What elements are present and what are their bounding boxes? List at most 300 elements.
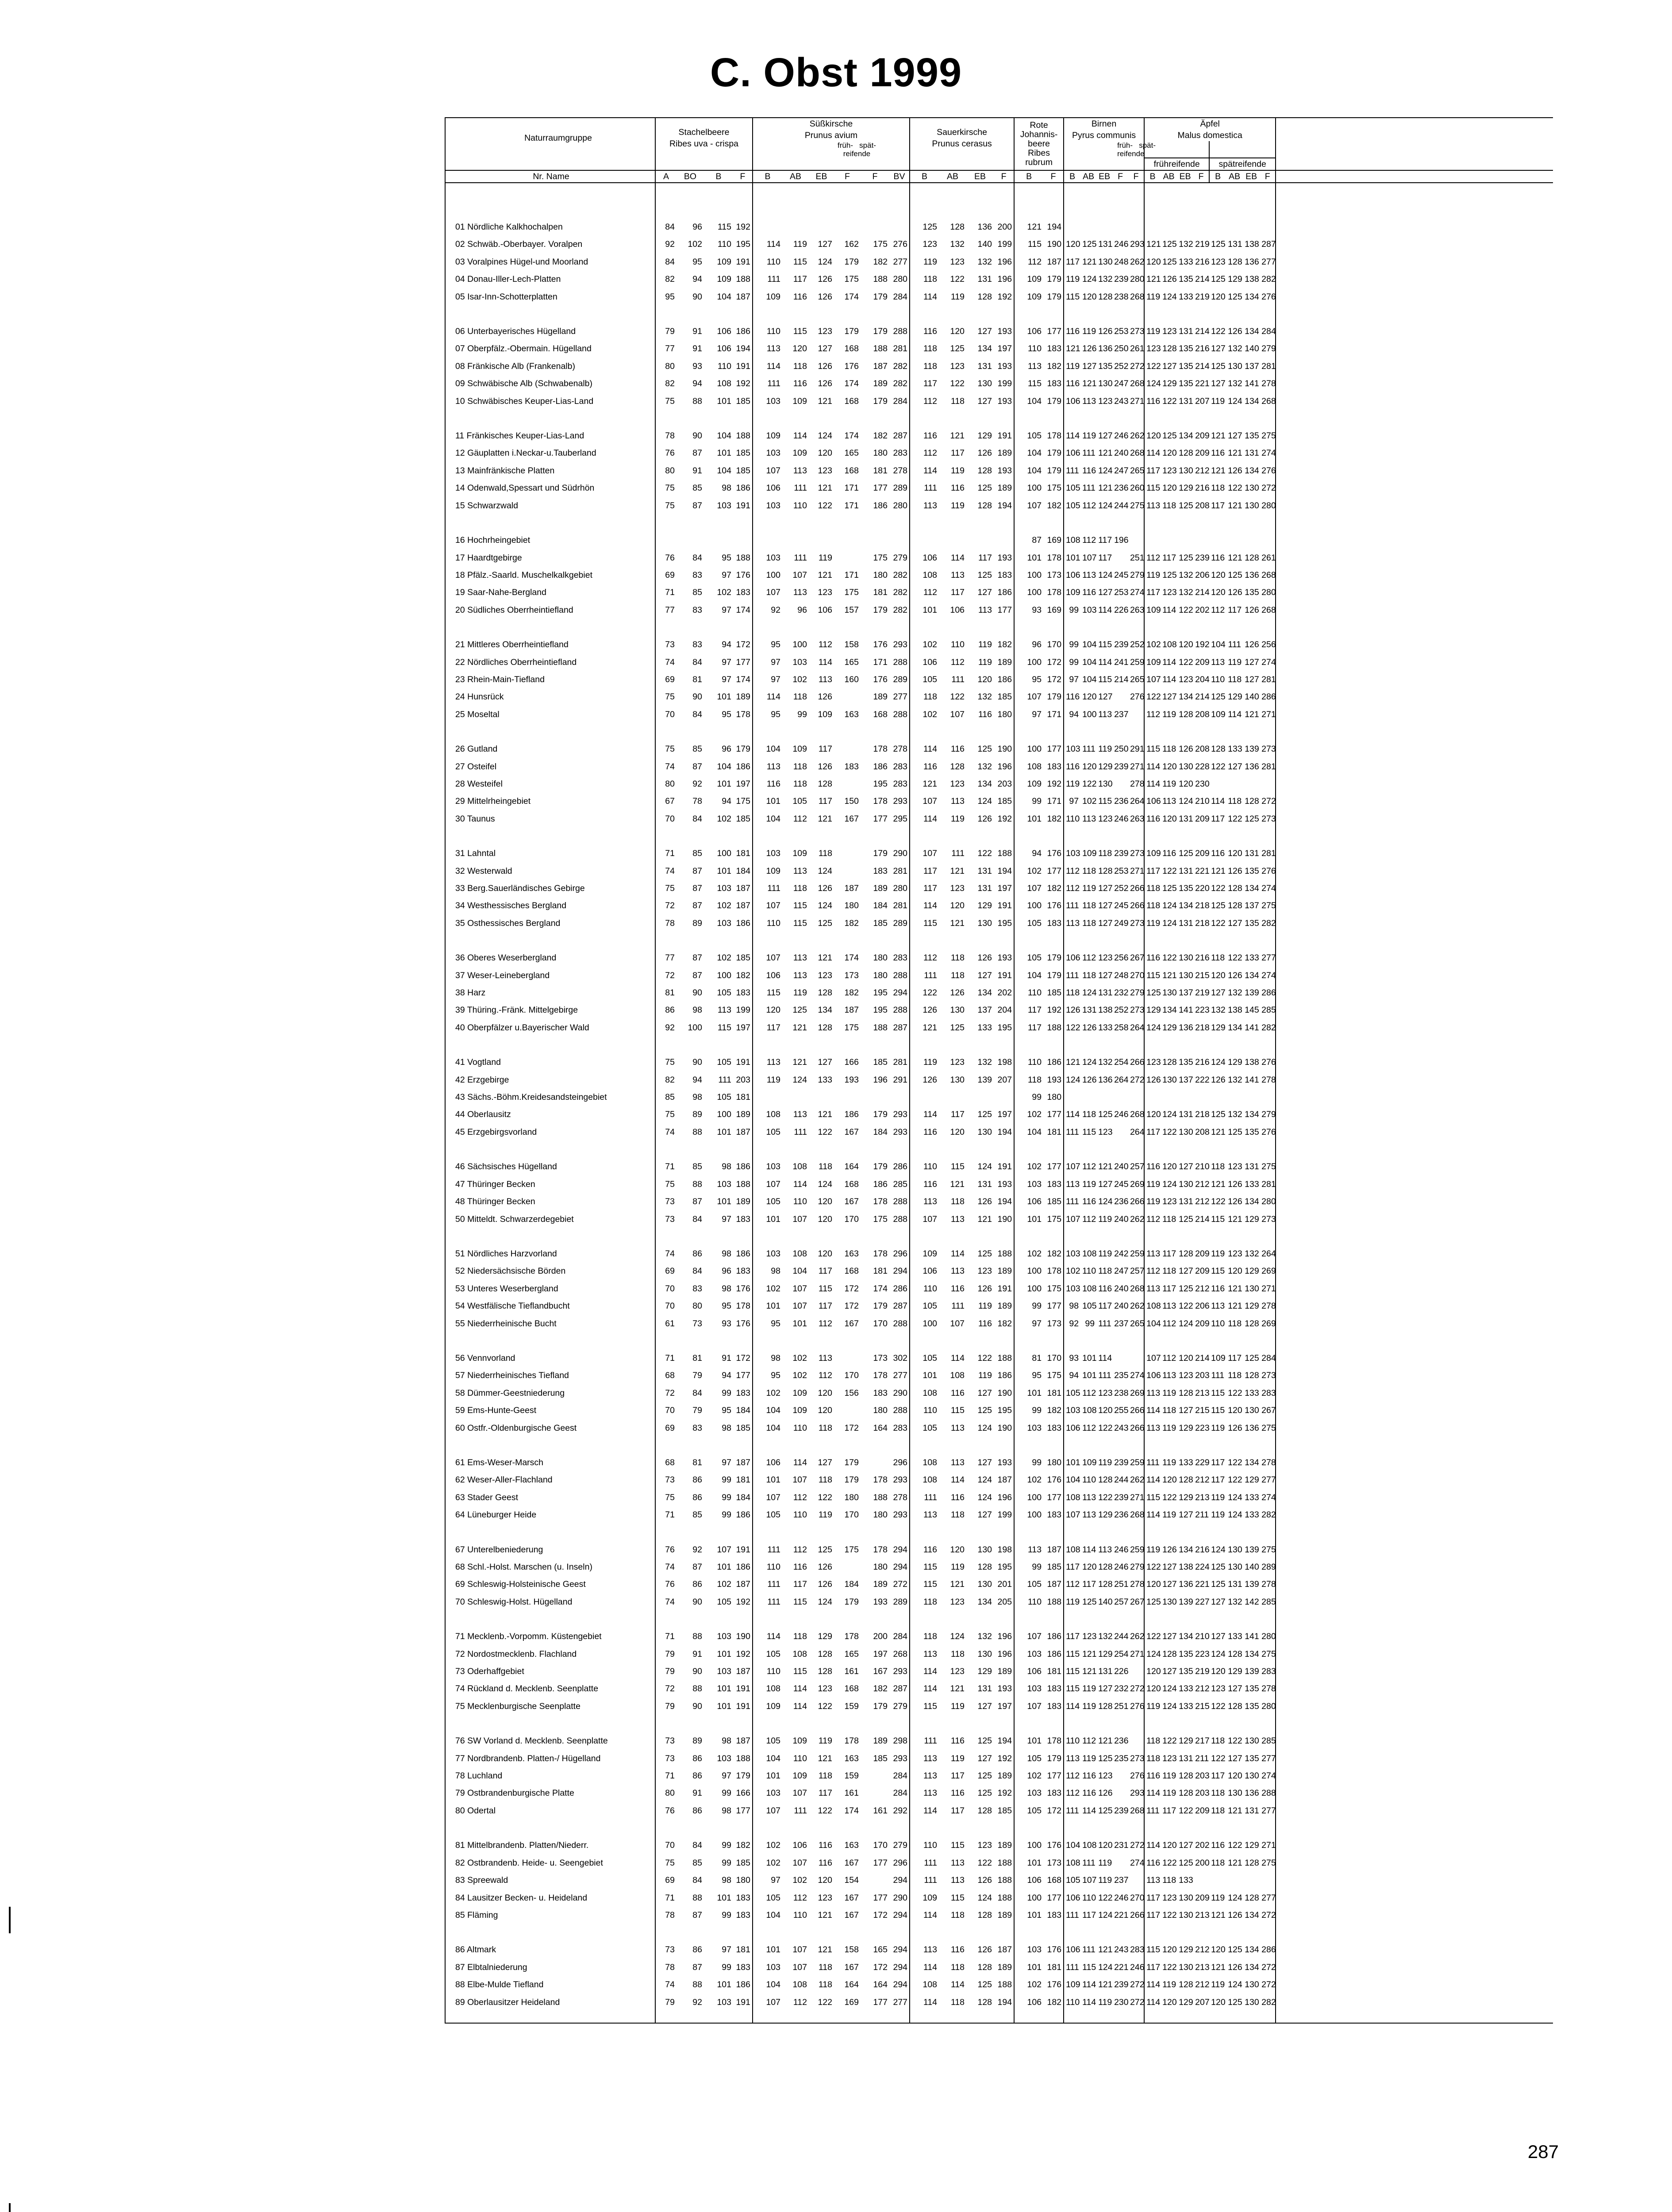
value-cell: 99 (1032, 1406, 1042, 1416)
value-cell: 124 (1082, 988, 1097, 998)
value-cell: 281 (1260, 845, 1276, 862)
value-cell: 176 (733, 567, 753, 584)
value-cell: 133 (1245, 1388, 1259, 1398)
value-cell: 177 (1043, 323, 1064, 340)
value-cell: 108 (1066, 535, 1080, 545)
value-cell: 113 (923, 1788, 938, 1798)
value-cell: 101 (717, 448, 731, 458)
value-cell: 176 (1043, 897, 1064, 914)
value-cell: 276 (1128, 1698, 1144, 1715)
value-cell: 112 (1082, 535, 1096, 545)
value-cell: 78 (665, 1962, 675, 1972)
value-cell: 112 (793, 1544, 807, 1555)
value-cell: 124 (977, 1423, 992, 1433)
value-cell: 274 (1260, 445, 1276, 462)
value-cell: 105 (1066, 1388, 1080, 1398)
value-cell: 186 (733, 915, 753, 932)
value-cell: 114 (766, 361, 780, 371)
value-cell: 105 (922, 1353, 938, 1363)
value-cell: 284 (889, 288, 910, 306)
value-cell: 100 (1027, 1492, 1042, 1502)
value-cell: 121 (818, 1945, 832, 1955)
value-cell: 179 (873, 1701, 888, 1711)
value-cell: 115 (1098, 674, 1112, 684)
value-cell: 111 (767, 883, 780, 893)
region-name: 81 Mittelbrandenb. Platten/Niederr. (445, 1837, 655, 1854)
value-cell: 106 (1066, 448, 1080, 458)
value-cell: 167 (873, 1667, 888, 1677)
value-cell: 108 (1066, 1544, 1080, 1555)
value-cell: 288 (889, 1402, 910, 1419)
value-cell: 188 (994, 1245, 1014, 1263)
value-cell: 191 (733, 497, 753, 515)
value-cell: 118 (1066, 988, 1080, 998)
value-cell: 128 (1228, 1701, 1242, 1711)
value-cell: 137 (1179, 988, 1193, 998)
value-cell: 116 (1082, 588, 1096, 598)
value-cell: 133 (1228, 744, 1242, 754)
value-cell: 221 (1195, 379, 1210, 389)
value-cell: 283 (1128, 1941, 1144, 1959)
col-header-sa: F (994, 170, 1014, 183)
value-cell: 109 (792, 1406, 807, 1416)
value-cell: 189 (873, 1579, 888, 1590)
value-cell: 110 (923, 1162, 938, 1172)
value-cell: 109 (1146, 849, 1161, 859)
region-name: 28 Westeifel (445, 776, 655, 793)
table-row (445, 1994, 1553, 2011)
col-header-af: F (1193, 170, 1209, 183)
value-cell: 186 (733, 323, 753, 340)
value-cell: 117 (1146, 588, 1161, 598)
value-cell: 119 (950, 465, 965, 476)
value-cell: 116 (1146, 953, 1161, 963)
value-cell: 231 (1114, 1840, 1129, 1851)
value-cell: 126 (1228, 1179, 1242, 1189)
value-cell: 119 (1211, 1980, 1225, 1990)
col-header-sk: EB (815, 172, 827, 181)
value-cell: 120 (1179, 779, 1193, 789)
value-cell: 112 (1027, 257, 1042, 267)
value-cell: 191 (733, 1698, 753, 1715)
value-cell: 70 (665, 1301, 675, 1311)
value-cell: 118 (1098, 849, 1112, 859)
value-cell: 277 (889, 688, 910, 706)
value-cell: 108 (1082, 1248, 1097, 1259)
value-cell: 116 (1082, 1788, 1096, 1798)
value-cell: 106 (922, 1266, 938, 1276)
value-cell: 95 (771, 1318, 780, 1329)
value-cell: 121 (818, 570, 832, 580)
value-cell: 266 (1128, 1402, 1144, 1419)
value-cell: 271 (1260, 706, 1276, 723)
value-cell (1209, 1089, 1226, 1106)
value-cell: 119 (1228, 657, 1242, 667)
region-name: 06 Unterbayerisches Hügelland (445, 323, 655, 340)
value-cell (1112, 1855, 1128, 1872)
table-row (445, 688, 1553, 706)
value-cell: 203 (733, 1071, 753, 1089)
value-cell: 120 (1082, 692, 1097, 702)
value-cell: 112 (923, 448, 938, 458)
value-cell: 79 (665, 1649, 675, 1659)
value-cell: 121 (950, 918, 965, 928)
value-cell: 127 (818, 1057, 832, 1068)
value-cell: 76 (665, 1544, 675, 1555)
value-cell: 125 (977, 1771, 992, 1781)
value-cell: 172 (1043, 671, 1064, 688)
value-cell: 111 (1146, 1457, 1160, 1467)
value-cell: 132 (1179, 239, 1193, 250)
value-cell: 96 (722, 744, 731, 754)
value-cell: 199 (733, 1002, 753, 1019)
value-cell: 280 (1260, 584, 1276, 601)
value-cell: 183 (1043, 1506, 1064, 1524)
value-cell: 209 (1195, 814, 1210, 824)
value-cell: 284 (1260, 1350, 1276, 1367)
value-cell: 114 (1082, 1997, 1096, 2007)
value-cell: 125 (1179, 849, 1193, 859)
value-cell: 107 (1066, 1510, 1080, 1520)
value-cell: 128 (1098, 866, 1113, 876)
region-name: 59 Ems-Hunte-Geest (445, 1402, 655, 1419)
value-cell: 106 (792, 1840, 807, 1851)
value-cell: 267 (1128, 1594, 1144, 1611)
value-cell: 113 (950, 1266, 965, 1276)
value-cell (1226, 219, 1243, 236)
value-cell: 119 (978, 1301, 992, 1311)
value-cell: 135 (1245, 918, 1259, 928)
table-row (445, 1802, 1553, 1820)
value-cell: 131 (977, 274, 992, 284)
table-row (445, 1211, 1553, 1228)
value-cell: 133 (1179, 257, 1193, 267)
value-cell: 191 (733, 1541, 753, 1559)
value-cell: 256 (1260, 636, 1276, 653)
value-cell: 248 (1114, 257, 1129, 267)
value-cell: 128 (1245, 553, 1259, 563)
value-cell: 124 (1179, 1318, 1193, 1329)
value-cell: 268 (1128, 1506, 1144, 1524)
value-cell: 169 (844, 1997, 859, 2007)
value-cell: 124 (792, 1075, 807, 1085)
region-name: 09 Schwäbische Alb (Schwabenalb) (445, 375, 655, 392)
value-cell: 75 (665, 483, 675, 493)
value-cell: 112 (818, 640, 832, 650)
value-cell: 237 (1114, 1875, 1129, 1886)
value-cell: 145 (1245, 1005, 1259, 1015)
value-cell: 243 (1114, 396, 1129, 406)
value-cell: 100 (766, 570, 780, 580)
value-cell: 130 (1245, 1980, 1259, 1990)
value-cell: 112 (950, 657, 965, 667)
value-cell: 75 (665, 1492, 675, 1502)
value-cell: 128 (1228, 257, 1242, 267)
value-cell: 125 (977, 1406, 992, 1416)
value-cell: 127 (1098, 1179, 1113, 1189)
region-name: 07 Oberpfälz.-Obermain. Hügelland (445, 340, 655, 357)
value-cell: 272 (1260, 793, 1276, 810)
value-cell: 74 (665, 1980, 675, 1990)
value-cell: 115 (1066, 292, 1080, 302)
value-cell: 250 (1114, 744, 1129, 754)
value-cell: 113 (1146, 1248, 1161, 1259)
value-cell: 115 (793, 257, 807, 267)
value-cell: 183 (1043, 1420, 1064, 1437)
value-cell: 293 (889, 1506, 910, 1524)
value-cell: 110 (1211, 1318, 1225, 1329)
value-cell: 159 (844, 1771, 859, 1781)
value-cell: 103 (1066, 1248, 1080, 1259)
value-cell: 121 (1066, 1057, 1080, 1068)
value-cell: 130 (950, 1005, 965, 1015)
value-cell: 111 (924, 1875, 938, 1886)
value-cell: 197 (994, 880, 1014, 897)
value-cell: 178 (873, 744, 888, 754)
value-cell: 115 (1146, 1945, 1161, 1955)
value-cell: 114 (1146, 1997, 1161, 2007)
value-cell: 112 (1082, 500, 1096, 511)
value-cell: 132 (1211, 1005, 1226, 1015)
value-cell (1243, 1872, 1260, 1889)
value-cell: 178 (1043, 1732, 1064, 1750)
value-cell: 88 (692, 1179, 702, 1189)
value-cell: 120 (1211, 292, 1226, 302)
value-cell: 102 (1146, 640, 1161, 650)
value-cell: 123 (818, 588, 832, 598)
value-cell: 116 (923, 1127, 938, 1137)
value-cell: 186 (733, 1506, 753, 1524)
value-cell: 277 (1260, 1471, 1276, 1489)
value-cell: 220 (1195, 883, 1210, 893)
value-cell: 280 (1128, 271, 1144, 288)
value-cell: 98 (771, 1353, 780, 1363)
value-cell: 73 (665, 1214, 675, 1224)
value-cell: 94 (692, 379, 702, 389)
value-cell: 182 (1043, 497, 1064, 515)
value-cell: 100 (688, 1022, 702, 1033)
value-cell (1096, 219, 1112, 236)
value-cell: 200 (873, 1632, 888, 1642)
value-cell: 193 (994, 462, 1014, 480)
value-cell: 201 (994, 1576, 1014, 1593)
value-cell: 129 (1228, 274, 1242, 284)
value-cell: 125 (1211, 1579, 1226, 1590)
value-cell: 84 (692, 657, 702, 667)
value-cell: 98 (722, 483, 731, 493)
value-cell: 187 (733, 1732, 753, 1750)
value-cell: 135 (1179, 379, 1193, 389)
value-cell: 114 (950, 553, 965, 563)
value-cell: 167 (844, 1318, 859, 1329)
value-cell: 117 (950, 1110, 965, 1120)
value-cell: 118 (1146, 1753, 1161, 1763)
value-cell: 135 (1245, 1701, 1259, 1711)
value-cell: 104 (1082, 674, 1097, 684)
value-cell: 266 (1128, 1420, 1144, 1437)
value-cell: 114 (1228, 709, 1242, 719)
value-cell: 186 (733, 1158, 753, 1175)
value-cell: 245 (1114, 570, 1129, 580)
value-cell: 125 (977, 1736, 992, 1746)
value-cell: 101 (717, 779, 731, 789)
value-cell: 102 (766, 1283, 780, 1294)
value-cell: 107 (1066, 1214, 1080, 1224)
value-cell: 126 (1228, 588, 1242, 598)
value-cell (1112, 1767, 1128, 1785)
value-cell: 126 (818, 692, 832, 702)
value-cell: 185 (1043, 1559, 1064, 1576)
value-cell: 276 (1128, 688, 1144, 706)
value-cell: 261 (1128, 340, 1144, 357)
value-cell: 81 (692, 674, 702, 684)
value-cell: 112 (923, 953, 938, 963)
value-cell: 293 (889, 793, 910, 810)
table-row (445, 1837, 1553, 1854)
value-cell: 132 (977, 1057, 992, 1068)
value-cell: 127 (1098, 970, 1113, 980)
value-cell: 127 (1179, 1510, 1193, 1520)
value-cell: 210 (1195, 1162, 1210, 1172)
table-row (445, 1750, 1553, 1767)
value-cell: 85 (692, 849, 702, 859)
region-name: 67 Unterelbeniederung (445, 1541, 655, 1559)
value-cell: 288 (1260, 1785, 1276, 1802)
value-cell: 74 (665, 1127, 675, 1137)
value-cell: 133 (1245, 1179, 1259, 1189)
value-cell: 112 (923, 588, 938, 598)
value-cell: 196 (994, 758, 1014, 776)
value-cell: 157 (844, 605, 859, 615)
value-cell: 191 (733, 253, 753, 271)
value-cell: 215 (1195, 1406, 1210, 1416)
value-cell: 187 (733, 1576, 753, 1593)
value-cell: 272 (889, 1576, 910, 1593)
value-cell: 110 (923, 1406, 938, 1416)
value-cell: 117 (923, 866, 938, 876)
value-cell: 252 (1114, 361, 1129, 371)
value-cell: 131 (1098, 988, 1113, 998)
value-cell: 107 (792, 1214, 807, 1224)
value-cell: 171 (844, 483, 859, 493)
value-cell: 121 (1228, 1805, 1242, 1816)
value-cell: 127 (1211, 1597, 1226, 1607)
value-cell: 131 (1228, 1579, 1242, 1590)
value-cell: 128 (1098, 1475, 1113, 1485)
value-cell: 109 (792, 849, 807, 859)
value-cell: 121 (1211, 1127, 1226, 1137)
table-row (445, 1889, 1553, 1907)
value-cell: 219 (1195, 988, 1210, 998)
region-name: 34 Westhessisches Bergland (445, 897, 655, 914)
value-cell: 130 (1179, 970, 1193, 980)
value-cell: 109 (922, 1893, 938, 1903)
value-cell: 129 (1098, 1510, 1113, 1520)
table-row (445, 1420, 1553, 1437)
value-cell: 105 (922, 1423, 938, 1433)
value-cell: 215 (1195, 970, 1210, 980)
value-cell: 125 (1211, 274, 1226, 284)
value-cell: 112 (818, 1318, 832, 1329)
value-cell: 111 (767, 1544, 780, 1555)
value-cell: 130 (1179, 1910, 1193, 1920)
value-cell: 114 (1162, 674, 1176, 684)
value-cell: 252 (1128, 636, 1144, 653)
value-cell: 247 (1114, 1266, 1129, 1276)
col-header-as: F (1260, 170, 1276, 183)
value-cell: 203 (1195, 1371, 1210, 1381)
value-cell: 208 (1195, 744, 1210, 754)
stachelbeere-header: Stachelbeere Ribes uva - crispa (655, 118, 753, 158)
johannisbeere-header: Rote Johannis- beere Ribes rubrum (1014, 118, 1064, 170)
value-cell (1209, 1872, 1226, 1889)
value-cell: 115 (1146, 483, 1161, 493)
value-cell: 113 (923, 1945, 938, 1955)
value-cell: 123 (818, 465, 832, 476)
value-cell: 264 (1128, 1019, 1144, 1037)
value-cell (1243, 532, 1260, 549)
value-cell: 224 (1195, 1562, 1210, 1572)
value-cell: 110 (1027, 1597, 1042, 1607)
value-cell: 121 (1082, 1649, 1097, 1659)
value-cell (1260, 219, 1276, 236)
value-cell: 80 (665, 465, 675, 476)
value-cell: 71 (665, 849, 675, 859)
value-cell: 276 (1260, 288, 1276, 306)
value-cell: 123 (950, 883, 965, 893)
value-cell: 199 (994, 236, 1014, 253)
value-cell: 129 (1162, 1022, 1177, 1033)
value-cell: 172 (1043, 654, 1064, 671)
value-cell: 109 (922, 1248, 938, 1259)
value-cell: 97 (722, 1457, 731, 1467)
value-cell: 189 (873, 692, 888, 702)
value-cell: 122 (818, 1997, 832, 2007)
value-cell: 177 (873, 1858, 888, 1868)
value-cell: 110 (793, 1423, 807, 1433)
value-cell: 119 (950, 1701, 965, 1711)
value-cell: 192 (1195, 640, 1210, 650)
value-cell: 116 (1146, 1162, 1161, 1172)
value-cell: 101 (717, 1127, 731, 1137)
value-cell: 106 (1066, 1893, 1080, 1903)
value-cell (1161, 219, 1177, 236)
value-cell: 172 (844, 1301, 859, 1311)
value-cell: 119 (1082, 326, 1096, 337)
value-cell: 124 (1179, 796, 1193, 806)
value-cell: 103 (766, 500, 780, 511)
value-cell: 114 (793, 1179, 807, 1189)
suesskirsche-reife-header: früh- spät- reifende (753, 141, 910, 158)
value-cell: 101 (1027, 1388, 1042, 1398)
value-cell: 106 (922, 553, 938, 563)
value-cell: 117 (923, 379, 938, 389)
value-cell: 71 (665, 1510, 675, 1520)
value-cell: 73 (692, 1318, 702, 1329)
col-header-sk: F (872, 172, 878, 181)
value-cell: 128 (977, 292, 992, 302)
value-cell: 122 (1228, 1736, 1242, 1746)
value-cell (1128, 532, 1144, 549)
value-cell: 114 (1098, 1353, 1112, 1363)
value-cell: 123 (1228, 1248, 1242, 1259)
value-cell: 97 (722, 674, 731, 684)
value-cell: 277 (1260, 1750, 1276, 1767)
value-cell: 107 (766, 1179, 780, 1189)
value-cell: 246 (1114, 1562, 1129, 1572)
region-name: 57 Niederrheinisches Tiefland (445, 1367, 655, 1384)
value-cell: 197 (994, 1106, 1014, 1123)
